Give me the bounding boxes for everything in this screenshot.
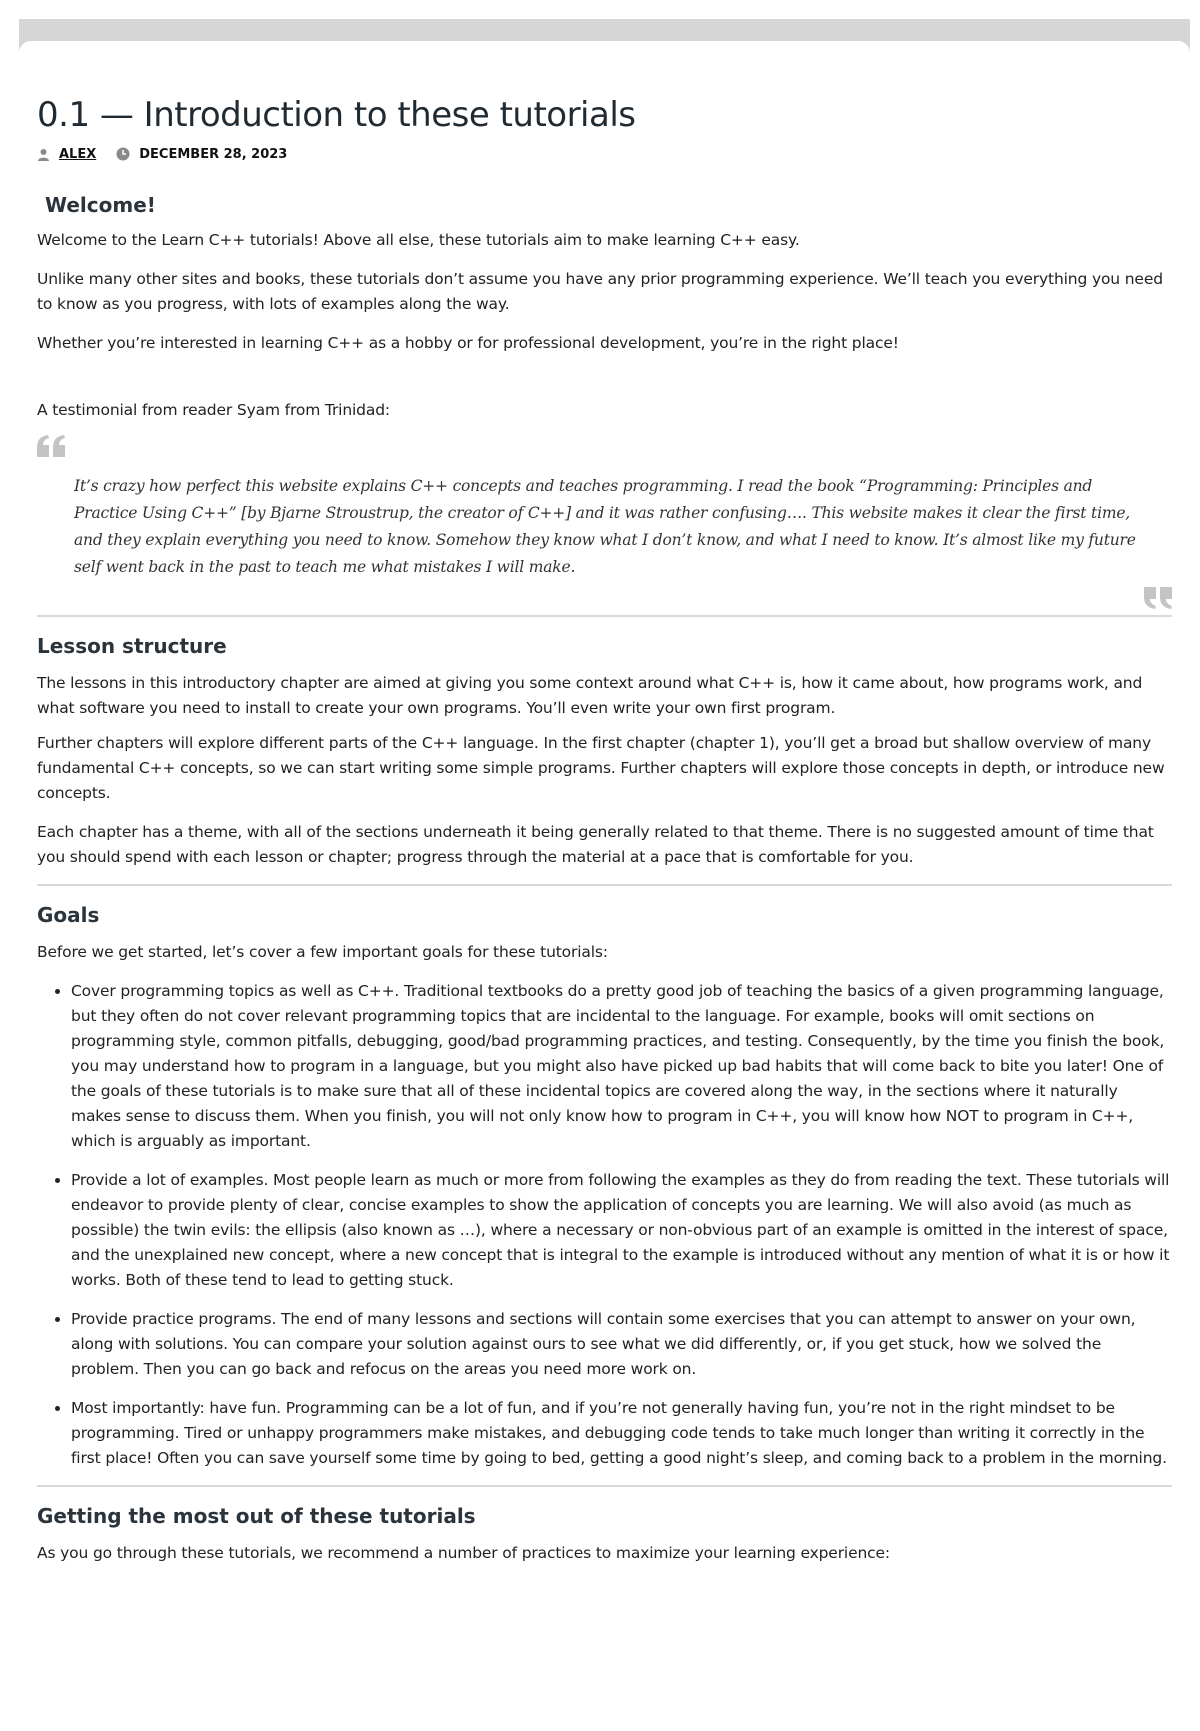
list-item: • Provide a lot of examples. Most people learn as much or more from following the examples as they do from reading the text. These tutorials will endeavor to provide plenty of clear, concise examples to show the application of concepts you are learning. We will also avoid (as much as possible) the twin evils: the ellipsis (also known as …), where a necessary or non-obvious part of an example is omitted in the interest of space, and the unexplained new concept, where a new concept that is integral to the example is introduced without any mention of what it is or how it works. Both of these tend to lead to getting stuck. xyxy=(71,1168,1172,1293)
article-content xyxy=(37,92,1172,1566)
welcome-heading: Welcome! xyxy=(45,193,156,217)
page-title: 0.1 — Introduction to these tutorials xyxy=(37,95,636,135)
post-date: DECEMBER 28, 2023 xyxy=(139,146,288,162)
lesson-structure-paragraph: Further chapters will explore different parts of the C++ language. In the first chapter (chapter 1), you’ll get a broad but shallow overview of many fundamental C++ concepts, so we can start writing some simple programs. Further chapters will explore those concepts in depth, or introduce new concepts. xyxy=(37,734,1165,802)
open-quote-icon xyxy=(37,435,67,457)
author-meta[interactable] xyxy=(37,147,96,162)
goals-list xyxy=(37,979,1172,1471)
lesson-structure-paragraph: The lessons in this introductory chapter are aimed at giving you some context around what C++ is, how it came about, how programs work, and what software you need to install to create your own programs. You’ll even write your own first program. xyxy=(37,674,1143,717)
author-link[interactable]: ALEX xyxy=(59,146,97,162)
goals-intro: Before we get started, let’s cover a few important goals for these tutorials: xyxy=(37,943,608,961)
testimonial-intro: A testimonial from reader Syam from Trinidad: xyxy=(37,401,390,419)
getting-most-intro: As you go through these tutorials, we recommend a number of practices to maximize your learning experience: xyxy=(37,1544,890,1562)
welcome-paragraph: Welcome to the Learn C++ tutorials! Above all else, these tutorials aim to make learning C++ easy. xyxy=(37,231,800,249)
clock-icon xyxy=(116,147,130,161)
section-divider xyxy=(37,615,1172,617)
list-item: • Provide practice programs. The end of many lessons and sections will contain some exercises that you can attempt to answer on your own, along with solutions. You can compare your solution against ours to see what we did differently, or, if you get stuck, how we solved the problem. Then you can go back and refocus on the areas you need more work on. xyxy=(71,1307,1172,1382)
lesson-structure-paragraph: Each chapter has a theme, with all of the sections underneath it being generally related to that theme. There is no suggested amount of time that you should spend with each lesson or chapter; progress through the material at a pace that is comfortable for you. xyxy=(37,823,1154,866)
date-meta xyxy=(116,147,287,162)
user-icon xyxy=(37,148,50,161)
testimonial-quote xyxy=(37,435,1172,597)
welcome-paragraph: Unlike many other sites and books, these tutorials don’t assume you have any prior programming experience. We’ll teach you everything you need to know as you progress, with lots of examples along the way. xyxy=(37,270,1163,313)
post-meta xyxy=(37,144,1172,164)
quote-text: It’s crazy how perfect this website explains C++ concepts and teaches programming. I read the book “Programming: Principles and Practice Using C++” [by Bjarne Stroustrup, the creator of C++] and it was rather confusing…. This website makes it clear the first time, and they explain everything you need to know. Somehow they know what I don’t know, and what I need to know. It’s almost like my future self went back in the past to teach me what mistakes I will make. xyxy=(74,477,1136,576)
section-divider xyxy=(37,884,1172,886)
welcome-paragraph: Whether you’re interested in learning C++ as a hobby or for professional development, you’re in the right place! xyxy=(37,334,899,352)
list-item: • Cover programming topics as well as C++. Traditional textbooks do a pretty good job of teaching the basics of a given programming language, but they often do not cover relevant programming topics that are incidental to the language. For example, books will omit sections on programming style, common pitfalls, debugging, good/bad programming practices, and testing. Consequently, by the time you finish the book, you may understand how to program in a language, but you might also have picked up bad habits that will come back to bite you later! One of the goals of these tutorials is to make sure that all of these incidental topics are covered along the way, in the sections where it naturally makes sense to discuss them. When you finish, you will not only know how to program in C++, you will know how NOT to program in C++, which is arguably as important. xyxy=(71,979,1172,1154)
goals-heading: Goals xyxy=(37,903,100,927)
section-divider xyxy=(37,1485,1172,1487)
lesson-structure-heading: Lesson structure xyxy=(37,634,227,658)
getting-most-heading: Getting the most out of these tutorials xyxy=(37,1504,476,1528)
list-item: • Most importantly: have fun. Programming can be a lot of fun, and if you’re not generally having fun, you’re not in the right mindset to be programming. Tired or unhappy programmers make mistakes, and debugging code tends to take much longer than writing it correctly in the first place! Often you can save yourself some time by going to bed, getting a good night’s sleep, and coming back to a problem in the morning. xyxy=(71,1396,1172,1471)
close-quote-icon xyxy=(1142,587,1172,609)
